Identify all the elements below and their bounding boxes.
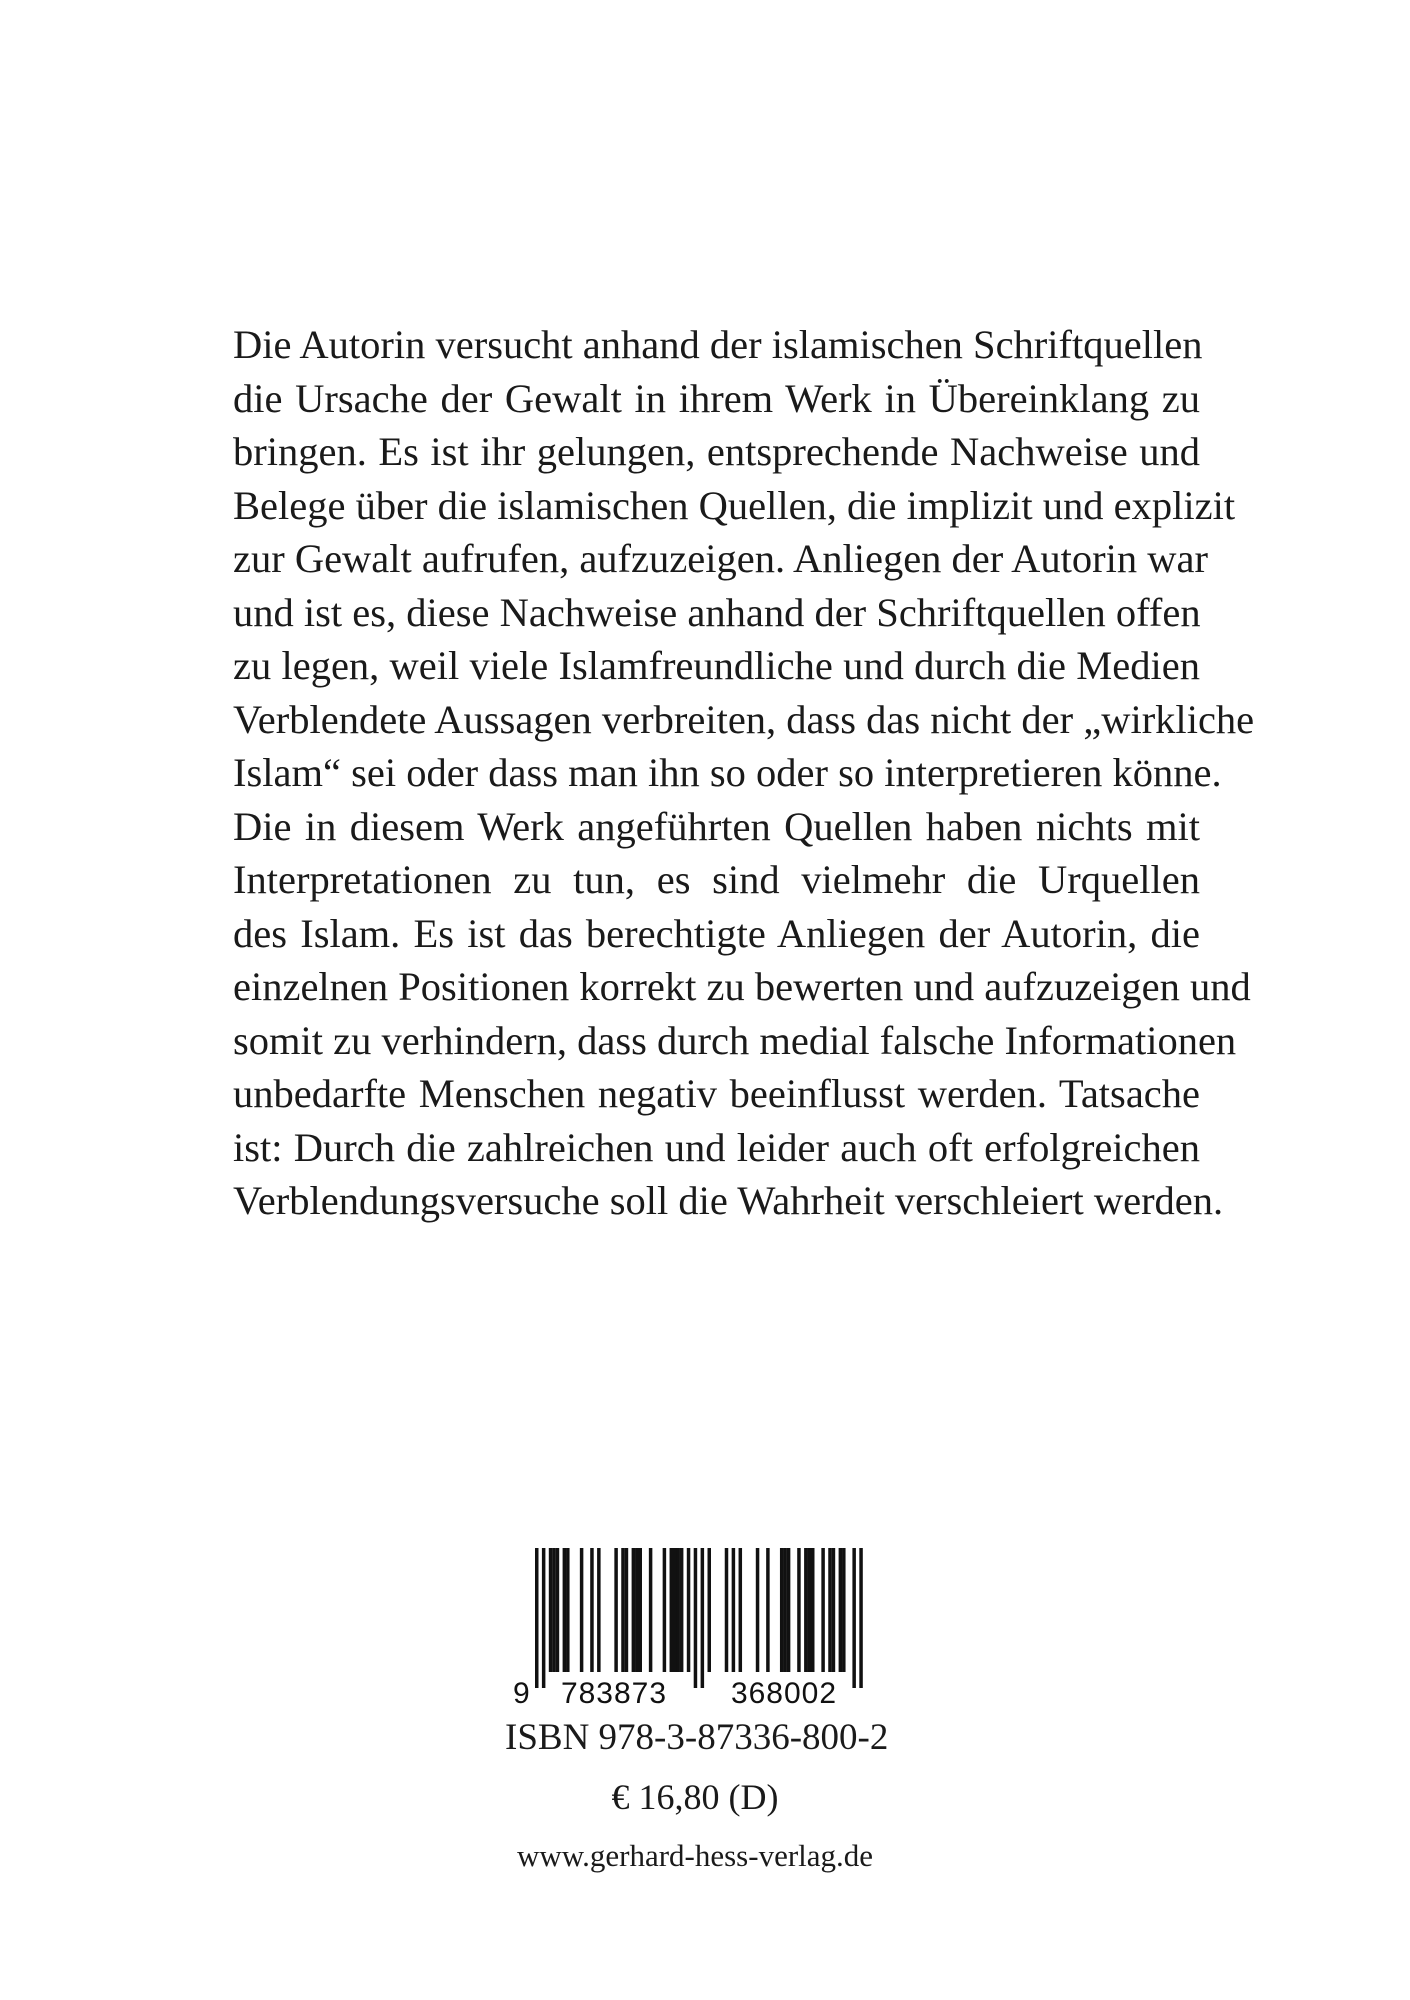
barcode-bar [614,1548,618,1672]
blurb-line: zu legen, weil viele Islamfreundliche und durch die Medien [233,643,1200,688]
barcode-bar [673,1548,677,1672]
barcode-bar [732,1548,736,1672]
blurb-line: einzelnen Positionen korrekt zu bewerten und aufzuzeigen und [233,964,1251,1009]
barcode-bar [787,1548,791,1672]
blurb-line: Die in diesem Werk angeführten Quellen haben nichts mit [233,803,1200,849]
barcode-bar [725,1548,729,1672]
barcode-first-digit: 9 [513,1677,530,1710]
barcode-bar [766,1548,770,1672]
barcode-bar [635,1548,639,1672]
barcode-block [505,1548,895,1873]
barcode-bar [597,1548,601,1672]
blurb-line: Islam“ sei oder dass man ihn so oder so interpretieren könne. [233,750,1222,795]
barcode-bar [556,1548,560,1672]
blurb-line: des Islam. Es ist das berechtigte Anliegen der Autorin, die [233,910,1200,956]
barcode-bar [780,1548,784,1672]
barcode-bar [552,1548,556,1672]
price: € 16,80 (D) [611,1777,779,1817]
barcode-bar [621,1548,625,1672]
isbn-barcode [505,1548,895,1710]
barcode-bar [828,1548,832,1672]
publisher-website: www.gerhard-hess-verlag.de [516,1838,874,1873]
barcode-guard-bar [701,1548,705,1688]
barcode-bar [680,1548,684,1672]
barcode-bar [687,1548,691,1672]
barcode-bar [566,1548,570,1672]
barcode-guard-bar [694,1548,698,1688]
blurb-line: somit zu verhindern, dass durch medial falsche Informationen [233,1017,1237,1063]
blurb-line: ist: Durch die zahlreichen und leider auch oft erfolgreichen [233,1124,1200,1170]
barcode-bar [670,1548,674,1672]
blurb-line: unbedarfte Menschen negativ beeinflusst werden. Tatsache [233,1071,1200,1116]
back-cover-blurb [233,318,1255,1228]
barcode-bar [832,1548,836,1672]
barcode-bar [625,1548,629,1672]
barcode-guard-bar [859,1548,863,1688]
barcode-guard-bar [535,1548,539,1688]
barcode-bar [739,1548,743,1672]
barcode-bar [563,1548,567,1672]
blurb-line: zur Gewalt aufrufen, aufzuzeigen. Anliegen der Autorin war [233,536,1208,581]
blurb-line: Belege über die islamischen Quellen, die implizit und explizit [233,482,1236,528]
barcode-bars [535,1548,863,1688]
barcode-bar [821,1548,825,1672]
barcode-right-digits: 368002 [730,1677,838,1710]
blurb-line: Verblendete Aussagen verbreiten, dass das nicht der „wirkliche [233,696,1255,742]
barcode-guard-bar [852,1548,856,1688]
barcode-bar [811,1548,815,1672]
barcode-bar [632,1548,636,1672]
barcode-bar [783,1548,787,1672]
barcode-left-digits: 783873 [560,1677,668,1710]
barcode-bar [649,1548,653,1672]
barcode-bar [663,1548,667,1672]
isbn-number: ISBN 978-3-87336-800-2 [505,1717,889,1758]
barcode-bar [808,1548,812,1672]
blurb-line: Interpretationen zu tun, es sind vielmehr die Urquellen [233,857,1200,902]
barcode-bar [639,1548,643,1672]
barcode-bar [676,1548,680,1672]
barcode-bar [804,1548,808,1672]
barcode-bar [549,1548,553,1672]
barcode-bar [842,1548,846,1672]
blurb-line: Die Autorin versucht anhand der islamischen Schriftquellen [233,322,1203,367]
barcode-guard-bar [542,1548,546,1688]
blurb-line: bringen. Es ist ihr gelungen, entsprechende Nachweise und [233,429,1200,474]
blurb-line: Verblendungsversuche soll die Wahrheit verschleiert werden. [233,1178,1224,1223]
barcode-bar [797,1548,801,1672]
blurb-line: und ist es, diese Nachweise anhand der Schriftquellen offen [233,589,1201,635]
barcode-bar [708,1548,712,1672]
barcode-bar [590,1548,594,1672]
blurb-line: die Ursache der Gewalt in ihrem Werk in Übereinklang zu [233,375,1200,421]
barcode-bar [756,1548,760,1672]
barcode-bar [580,1548,584,1672]
barcode-bar [839,1548,843,1672]
